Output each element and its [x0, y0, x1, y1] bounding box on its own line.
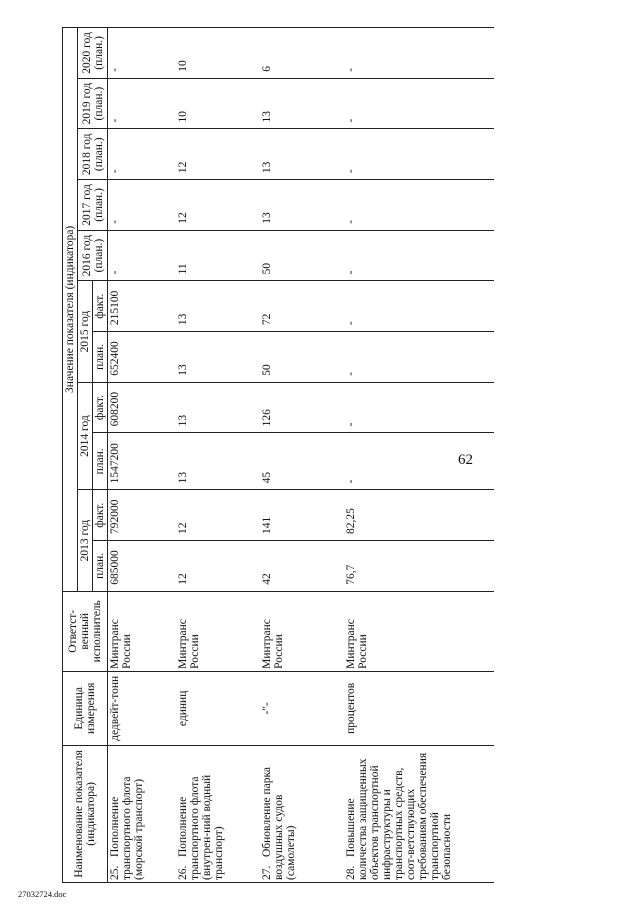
- header-value-group: Значение показателя (индикатора): [63, 28, 78, 592]
- value-cell: -: [344, 332, 494, 383]
- value-cell: 792000: [108, 490, 176, 541]
- header-2014: 2014 год: [78, 382, 93, 490]
- header-unit: Единица измерения: [63, 671, 108, 745]
- document-footer: 27032724.doc: [18, 889, 67, 899]
- value-cell: 45: [260, 433, 344, 490]
- indicator-table-rotated: [62, 27, 632, 883]
- row-name-text: Обновление парка воздушных судов (самолеты): [260, 767, 297, 880]
- value-cell: 50: [260, 230, 344, 281]
- header-responsible: Ответст-венный исполнитель: [63, 591, 108, 671]
- row-name-text: Пополнение транспортного флота (морской транспорт): [109, 776, 146, 880]
- row-unit: дедвейт-тонн: [108, 671, 176, 745]
- value-cell: 652400: [108, 332, 176, 383]
- header-plan: план.: [93, 332, 108, 383]
- value-cell: 72: [260, 281, 344, 332]
- row-unit: -"-: [260, 671, 344, 745]
- value-cell: 76,7: [344, 541, 494, 592]
- value-cell: 608200: [108, 382, 176, 433]
- value-cell: 12: [176, 129, 260, 180]
- value-cell: 13: [176, 382, 260, 433]
- value-cell: -: [344, 78, 494, 129]
- value-cell: 12: [176, 541, 260, 592]
- value-cell: 13: [260, 78, 344, 129]
- header-fact: факт.: [93, 281, 108, 332]
- value-cell: 11: [176, 230, 260, 281]
- row-name: [260, 745, 344, 882]
- row-responsible: Минтранс России: [108, 591, 176, 671]
- value-cell: -: [344, 230, 494, 281]
- value-cell: -: [108, 28, 176, 79]
- table-row: [260, 28, 344, 883]
- value-cell: 13: [260, 129, 344, 180]
- header-plan: план.: [93, 433, 108, 490]
- value-cell: 215100: [108, 281, 176, 332]
- row-unit: единиц: [176, 671, 260, 745]
- row-number: 25.: [109, 865, 122, 880]
- value-cell: 12: [176, 490, 260, 541]
- value-cell: -: [344, 180, 494, 231]
- row-name: [108, 745, 176, 882]
- row-name-text: Пополнение транспортного флота (внутрен-ний водный транспорт): [176, 774, 225, 880]
- header-fact: факт.: [93, 490, 108, 541]
- indicator-table: [62, 27, 494, 883]
- header-plan: план.: [93, 541, 108, 592]
- header-fact: факт.: [93, 382, 108, 433]
- value-cell: -: [344, 28, 494, 79]
- value-cell: -: [344, 129, 494, 180]
- value-cell: 50: [260, 332, 344, 383]
- value-cell: 10: [176, 78, 260, 129]
- row-responsible: Минтранс России: [176, 591, 260, 671]
- row-responsible: Минтранс России: [344, 591, 494, 671]
- value-cell: -: [108, 78, 176, 129]
- value-cell: -: [108, 180, 176, 231]
- value-cell: 1547200: [108, 433, 176, 490]
- row-number: 27.: [260, 865, 273, 880]
- row-name: [344, 745, 494, 882]
- header-2020: 2020 год (план.): [78, 28, 108, 79]
- row-name: [176, 745, 260, 882]
- value-cell: -: [108, 230, 176, 281]
- row-responsible: Минтранс России: [260, 591, 344, 671]
- value-cell: 13: [176, 433, 260, 490]
- row-name-text: Повышение количества защищенных объектов транспортной инфраструктуры и транспортных средств, соот-ветствующих требованиям обеспечения транспортной безопасности: [344, 752, 454, 880]
- value-cell: 685000: [108, 541, 176, 592]
- value-cell: 6: [260, 28, 344, 79]
- value-cell: 13: [176, 281, 260, 332]
- header-2018: 2018 год (план.): [78, 129, 108, 180]
- row-unit: процентов: [344, 671, 494, 745]
- value-cell: -: [344, 433, 494, 490]
- header-2017: 2017 год (план.): [78, 180, 108, 231]
- row-number: 26.: [176, 865, 189, 880]
- value-cell: 13: [260, 180, 344, 231]
- page-number: 62: [458, 452, 473, 468]
- table-row: [344, 28, 494, 883]
- header-2015: 2015 год: [78, 281, 93, 382]
- value-cell: 10: [176, 28, 260, 79]
- value-cell: -: [344, 382, 494, 433]
- table-row: [176, 28, 260, 883]
- value-cell: 42: [260, 541, 344, 592]
- row-number: 28.: [344, 865, 357, 880]
- value-cell: 141: [260, 490, 344, 541]
- value-cell: -: [108, 129, 176, 180]
- value-cell: 126: [260, 382, 344, 433]
- header-2016: 2016 год (план.): [78, 230, 108, 281]
- header-2019: 2019 год (план.): [78, 78, 108, 129]
- header-name: Наименование показателя (индикатора): [63, 745, 108, 882]
- header-2013: 2013 год: [78, 490, 93, 591]
- value-cell: 12: [176, 180, 260, 231]
- table-row: [108, 28, 176, 883]
- value-cell: 82,25: [344, 490, 494, 541]
- value-cell: 13: [176, 332, 260, 383]
- value-cell: -: [344, 281, 494, 332]
